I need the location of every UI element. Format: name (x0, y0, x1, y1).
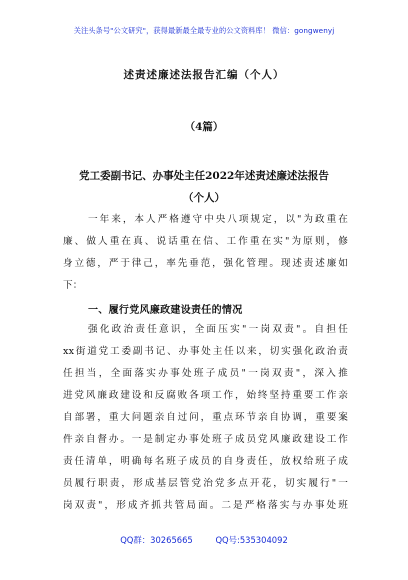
paragraph-line: 自部署，重大问题亲自过问，重点环节亲自协调，重要案 (63, 412, 348, 423)
article-count-label: （4篇） (184, 121, 224, 133)
section-heading: 一、履行党风廉政建设责任的情况 (88, 305, 243, 316)
footer-contact (0, 534, 408, 546)
paragraph-line: 廉、做人重在真、说话重在信、工作重在实"为原则，修 (63, 236, 348, 247)
footer-qq-group: QQ群：30265665 (120, 535, 193, 545)
paragraph-line: 岗双责"，形成齐抓共管局面。二是严格落实与办事处班 (63, 500, 348, 511)
document-title: 述责述廉述法报告汇编（个人） (123, 69, 285, 81)
paragraph-line: 进党风廉政建设和反腐败各项工作，始终坚持重要工作亲 (63, 390, 348, 401)
report-subtitle: （个人） (183, 192, 225, 204)
paragraph-line: 下： (63, 280, 83, 291)
paragraph-line: 员履行职责，形成基层管党治党多点开花，切实履行"一 (63, 478, 348, 489)
header-promo-note: 关注头条号"公文研究"，获得最新最全最专业的公文资料库！ 微信：gongwenyj (73, 26, 335, 35)
paragraph-line: 一年来，本人严格遵守中央八项规定，以"为政重在 (88, 214, 348, 225)
paragraph-line: 件亲自督办。一是制定办事处班子成员党风廉政建设工作 (63, 434, 348, 445)
report-title: 党工委副书记、办事处主任2022年述责述廉述法报告 (79, 170, 329, 182)
paragraph-line: 强化政治责任意识，全面压实"一岗双责"。自担任 (88, 324, 348, 335)
paragraph-line: 任担当，全面落实办事处班子成员"一岗双责"，深入推 (63, 368, 348, 379)
paragraph-line: 身立德，严于律己，率先垂范，强化管理。现述责述廉如 (63, 258, 348, 269)
paragraph-line: xx街道党工委副书记、办事处主任以来，切实强化政治责 (63, 346, 348, 357)
paragraph-line: 责任清单，明确每名班子成员的自身责任，放权给班子成 (63, 456, 348, 467)
footer-qq-number: QQ号:535304092 (215, 535, 288, 545)
